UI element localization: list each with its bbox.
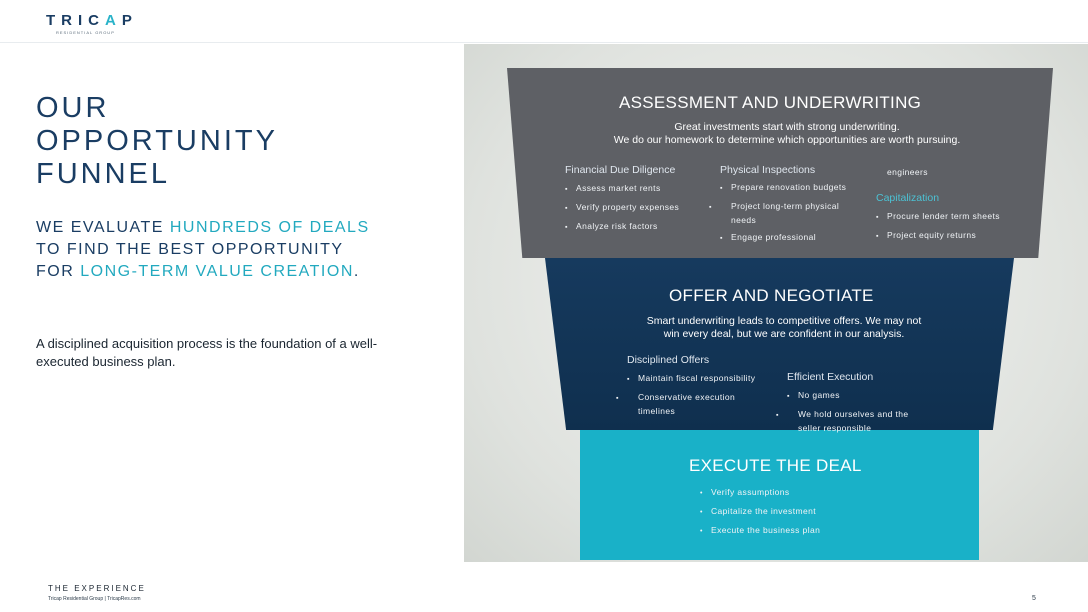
bullet-icon: ▪ <box>720 235 723 242</box>
page-title <box>36 92 278 191</box>
tricap-logo <box>46 12 138 35</box>
header-divider <box>0 42 1088 43</box>
subtitle-part-1: WE EVALUATE <box>36 219 170 236</box>
list-item: ▪ We hold ourselves and the seller responsible <box>776 409 909 433</box>
logo-word-a: A <box>105 12 122 29</box>
bullet-icon: ▪ <box>787 393 790 400</box>
physical-list <box>709 181 855 245</box>
bullet-icon: • <box>700 509 703 516</box>
footer-company: Tricap Residential Group | TricapRes.com <box>48 596 141 602</box>
financial-due-diligence-heading: Financial Due Diligence <box>565 164 676 176</box>
bullet-icon: ▪ <box>876 214 879 221</box>
offer-intro <box>600 315 968 341</box>
bullet-icon: ▪ <box>876 233 879 240</box>
assessment-title: ASSESSMENT AND UNDERWRITING <box>619 93 922 112</box>
bullet-icon: ▪ <box>709 204 712 211</box>
bullet-icon: • <box>700 490 703 497</box>
footer-label: THE EXPERIENCE <box>48 584 146 593</box>
logo-word-pre: TRIC <box>46 12 105 29</box>
capitalization-list <box>876 210 1016 243</box>
logo-tagline: RESIDENTIAL GROUP <box>56 30 115 35</box>
bullet-icon: ▪ <box>565 205 568 212</box>
subtitle-highlight-1: HUNDREDS OF DEALS <box>169 219 370 236</box>
title-line-2: OPPORTUNITY <box>36 125 278 157</box>
bullet-icon: ▪ <box>720 185 723 192</box>
subtitle-part-3: . <box>353 263 360 280</box>
offer-title: OFFER AND NEGOTIATE <box>669 286 874 305</box>
bullet-icon: ▪ <box>565 186 568 193</box>
list-item: • Capitalize the investment <box>700 505 900 519</box>
execute-list <box>700 486 900 538</box>
engineers-continuation: engineers <box>887 167 928 177</box>
list-item: • Execute the business plan <box>700 524 900 538</box>
disciplined-offers-heading: Disciplined Offers <box>627 354 710 366</box>
list-item: ▪ No games <box>787 389 917 403</box>
list-item: ▪ Analyze risk factors <box>565 220 715 234</box>
financial-list <box>565 182 715 234</box>
subtitle <box>36 217 386 283</box>
list-item: ▪ Verify property expenses <box>565 201 715 215</box>
list-item: ▪ Conservative execution timelines <box>616 392 736 416</box>
page-number: 5 <box>1032 595 1036 602</box>
bullet-icon: ▪ <box>565 224 568 231</box>
offer-intro-line-2: win every deal, but we are confident in our analysis. <box>663 328 905 340</box>
execute-title: EXECUTE THE DEAL <box>689 456 862 475</box>
list-item: ▪ Maintain fiscal responsibility <box>627 372 767 386</box>
list-item: ▪ Assess market rents <box>565 182 715 196</box>
title-line-3: FUNNEL <box>36 158 171 190</box>
list-item: • Verify assumptions <box>700 486 900 500</box>
bullet-icon: ▪ <box>616 395 619 402</box>
efficient-execution-list <box>776 389 917 434</box>
subtitle-highlight-2: LONG-TERM VALUE CREATION <box>80 263 354 280</box>
bullet-icon: ▪ <box>627 376 630 383</box>
list-item: ▪ Project equity returns <box>876 229 1016 243</box>
list-item: ▪ Procure lender term sheets <box>876 210 1016 224</box>
bullet-icon: • <box>700 528 703 535</box>
list-item: ▪ Engage professional <box>720 231 855 245</box>
title-line-1: OUR <box>36 92 110 124</box>
body-paragraph: A disciplined acquisition process is the foundation of a well-executed business plan. <box>36 336 378 369</box>
efficient-execution-heading: Efficient Execution <box>787 371 874 383</box>
assessment-intro-line-1: Great investments start with strong underwriting. <box>674 121 900 133</box>
logo-word-post: P <box>121 12 138 29</box>
offer-intro-line-1: Smart underwriting leads to competitive offers. We may not <box>646 315 922 327</box>
list-item: ▪ Project long-term physical needs <box>709 201 840 225</box>
disciplined-offers-list <box>616 372 767 417</box>
physical-inspections-heading: Physical Inspections <box>720 164 816 176</box>
subtitle-part-2: TO FIND THE BEST OPPORTUNITY FOR <box>36 241 344 280</box>
bullet-icon: ▪ <box>776 412 779 419</box>
assessment-intro-line-2: We do our homework to determine which opportunities are worth pursuing. <box>613 134 961 146</box>
assessment-intro <box>587 121 987 147</box>
capitalization-heading: Capitalization <box>876 192 940 204</box>
list-item: ▪ Prepare renovation budgets <box>720 181 855 195</box>
